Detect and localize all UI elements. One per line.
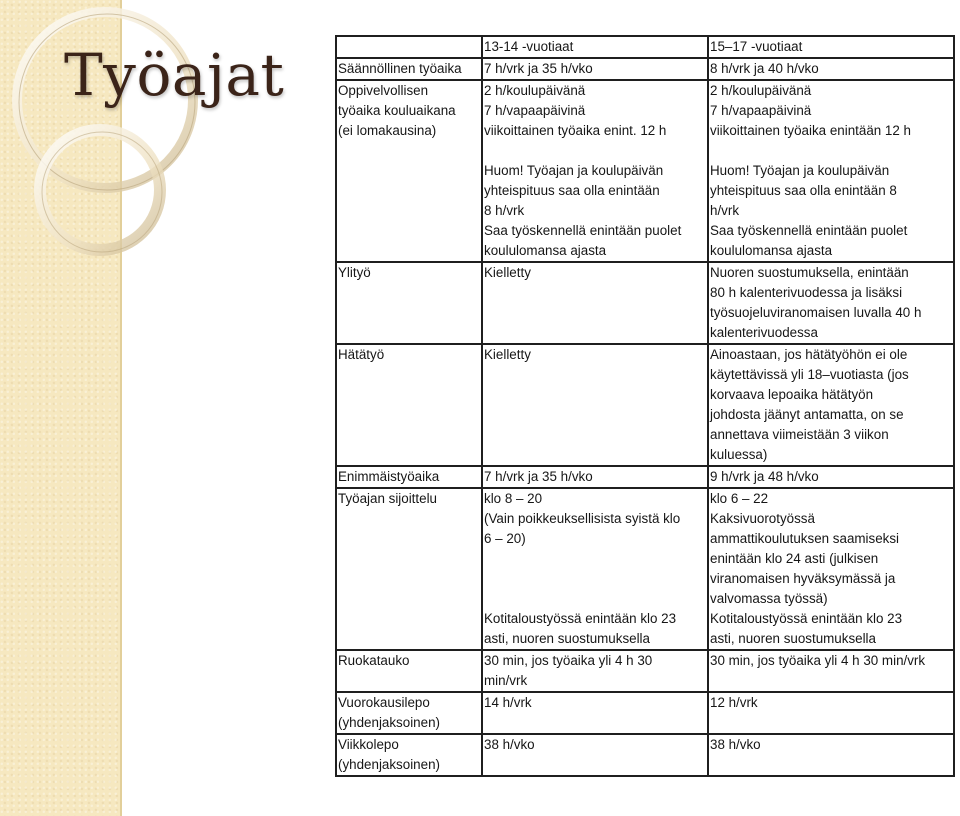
header-category — [336, 36, 482, 58]
cell-age-13-14: 38 h/vko — [482, 734, 708, 776]
cell-age-15-17: 38 h/vko — [708, 734, 954, 776]
cell-age-15-17: Ainoastaan, jos hätätyöhön ei ole käytettävissä yli 18–vuotiasta (jos korvaava lepoaika hätätyön johdosta jäänyt antamatta, on se annettava viimeistään 3 viikon kuluessa) — [708, 344, 954, 466]
row-label: Viikkolepo (yhdenjaksoinen) — [336, 734, 482, 776]
row-label: Säännöllinen työaika — [336, 58, 482, 80]
table-row — [336, 80, 954, 262]
header-age-13-14: 13-14 -vuotiaat — [482, 36, 708, 58]
row-label: Enimmäistyöaika — [336, 466, 482, 488]
cell-age-15-17: Nuoren suostumuksella, enintään 80 h kalenterivuodessa ja lisäksi työsuojeluviranomaisen luvalla 40 h kalenterivuodessa — [708, 262, 954, 344]
row-label: Vuorokausilepo (yhdenjaksoinen) — [336, 692, 482, 734]
cell-age-15-17: 9 h/vrk ja 48 h/vko — [708, 466, 954, 488]
table-row — [336, 650, 954, 692]
cell-age-13-14: Kielletty — [482, 344, 708, 466]
table-row — [336, 734, 954, 776]
cell-age-13-14: Kielletty — [482, 262, 708, 344]
cell-age-13-14: 14 h/vrk — [482, 692, 708, 734]
cell-age-15-17: 2 h/koulupäivänä 7 h/vapaapäivinä viikoittainen työaika enintään 12 h Huom! Työajan ja koulupäivän yhteispituus saa olla enintään 8 h/vrk Saa työskennellä enintään puolet koululomansa ajasta — [708, 80, 954, 262]
cell-age-13-14: 7 h/vrk ja 35 h/vko — [482, 58, 708, 80]
slide-title: Työajat — [64, 41, 285, 109]
header-age-15-17: 15–17 -vuotiaat — [708, 36, 954, 58]
table-row — [336, 692, 954, 734]
table-row — [336, 58, 954, 80]
row-label: Ylityö — [336, 262, 482, 344]
cell-age-13-14: 2 h/koulupäivänä 7 h/vapaapäivinä viikoittainen työaika enint. 12 h Huom! Työajan ja koulupäivän yhteispituus saa olla enintään 8 h/vrk Saa työskennellä enintään puolet koululomansa ajasta — [482, 80, 708, 262]
row-label: Oppivelvollisen työaika kouluaikana (ei lomakausina) — [336, 80, 482, 262]
cell-age-15-17: 8 h/vrk ja 40 h/vko — [708, 58, 954, 80]
cell-age-13-14: 30 min, jos työaika yli 4 h 30 min/vrk — [482, 650, 708, 692]
table-row — [336, 488, 954, 650]
row-label: Työajan sijoittelu — [336, 488, 482, 650]
cell-age-13-14: 7 h/vrk ja 35 h/vko — [482, 466, 708, 488]
row-label: Ruokatauko — [336, 650, 482, 692]
working-hours-table — [335, 35, 955, 777]
cell-age-15-17: 30 min, jos työaika yli 4 h 30 min/vrk — [708, 650, 954, 692]
row-label: Hätätyö — [336, 344, 482, 466]
table-header-row — [336, 36, 954, 58]
table-row — [336, 466, 954, 488]
cell-age-15-17: 12 h/vrk — [708, 692, 954, 734]
table-row — [336, 344, 954, 466]
decorative-sidebar — [0, 0, 122, 816]
cell-age-15-17: klo 6 – 22 Kaksivuorotyössä ammattikoulutuksen saamiseksi enintään klo 24 asti (julkisen viranomaisen hyväksymässä ja valvomassa työssä) Kotitaloustyössä enintään klo 23 asti, nuoren suostumuksella — [708, 488, 954, 650]
cell-age-13-14: klo 8 – 20 (Vain poikkeuksellisista syistä klo 6 – 20) Kotitaloustyössä enintään klo 23 asti, nuoren suostumuksella — [482, 488, 708, 650]
table-row — [336, 262, 954, 344]
